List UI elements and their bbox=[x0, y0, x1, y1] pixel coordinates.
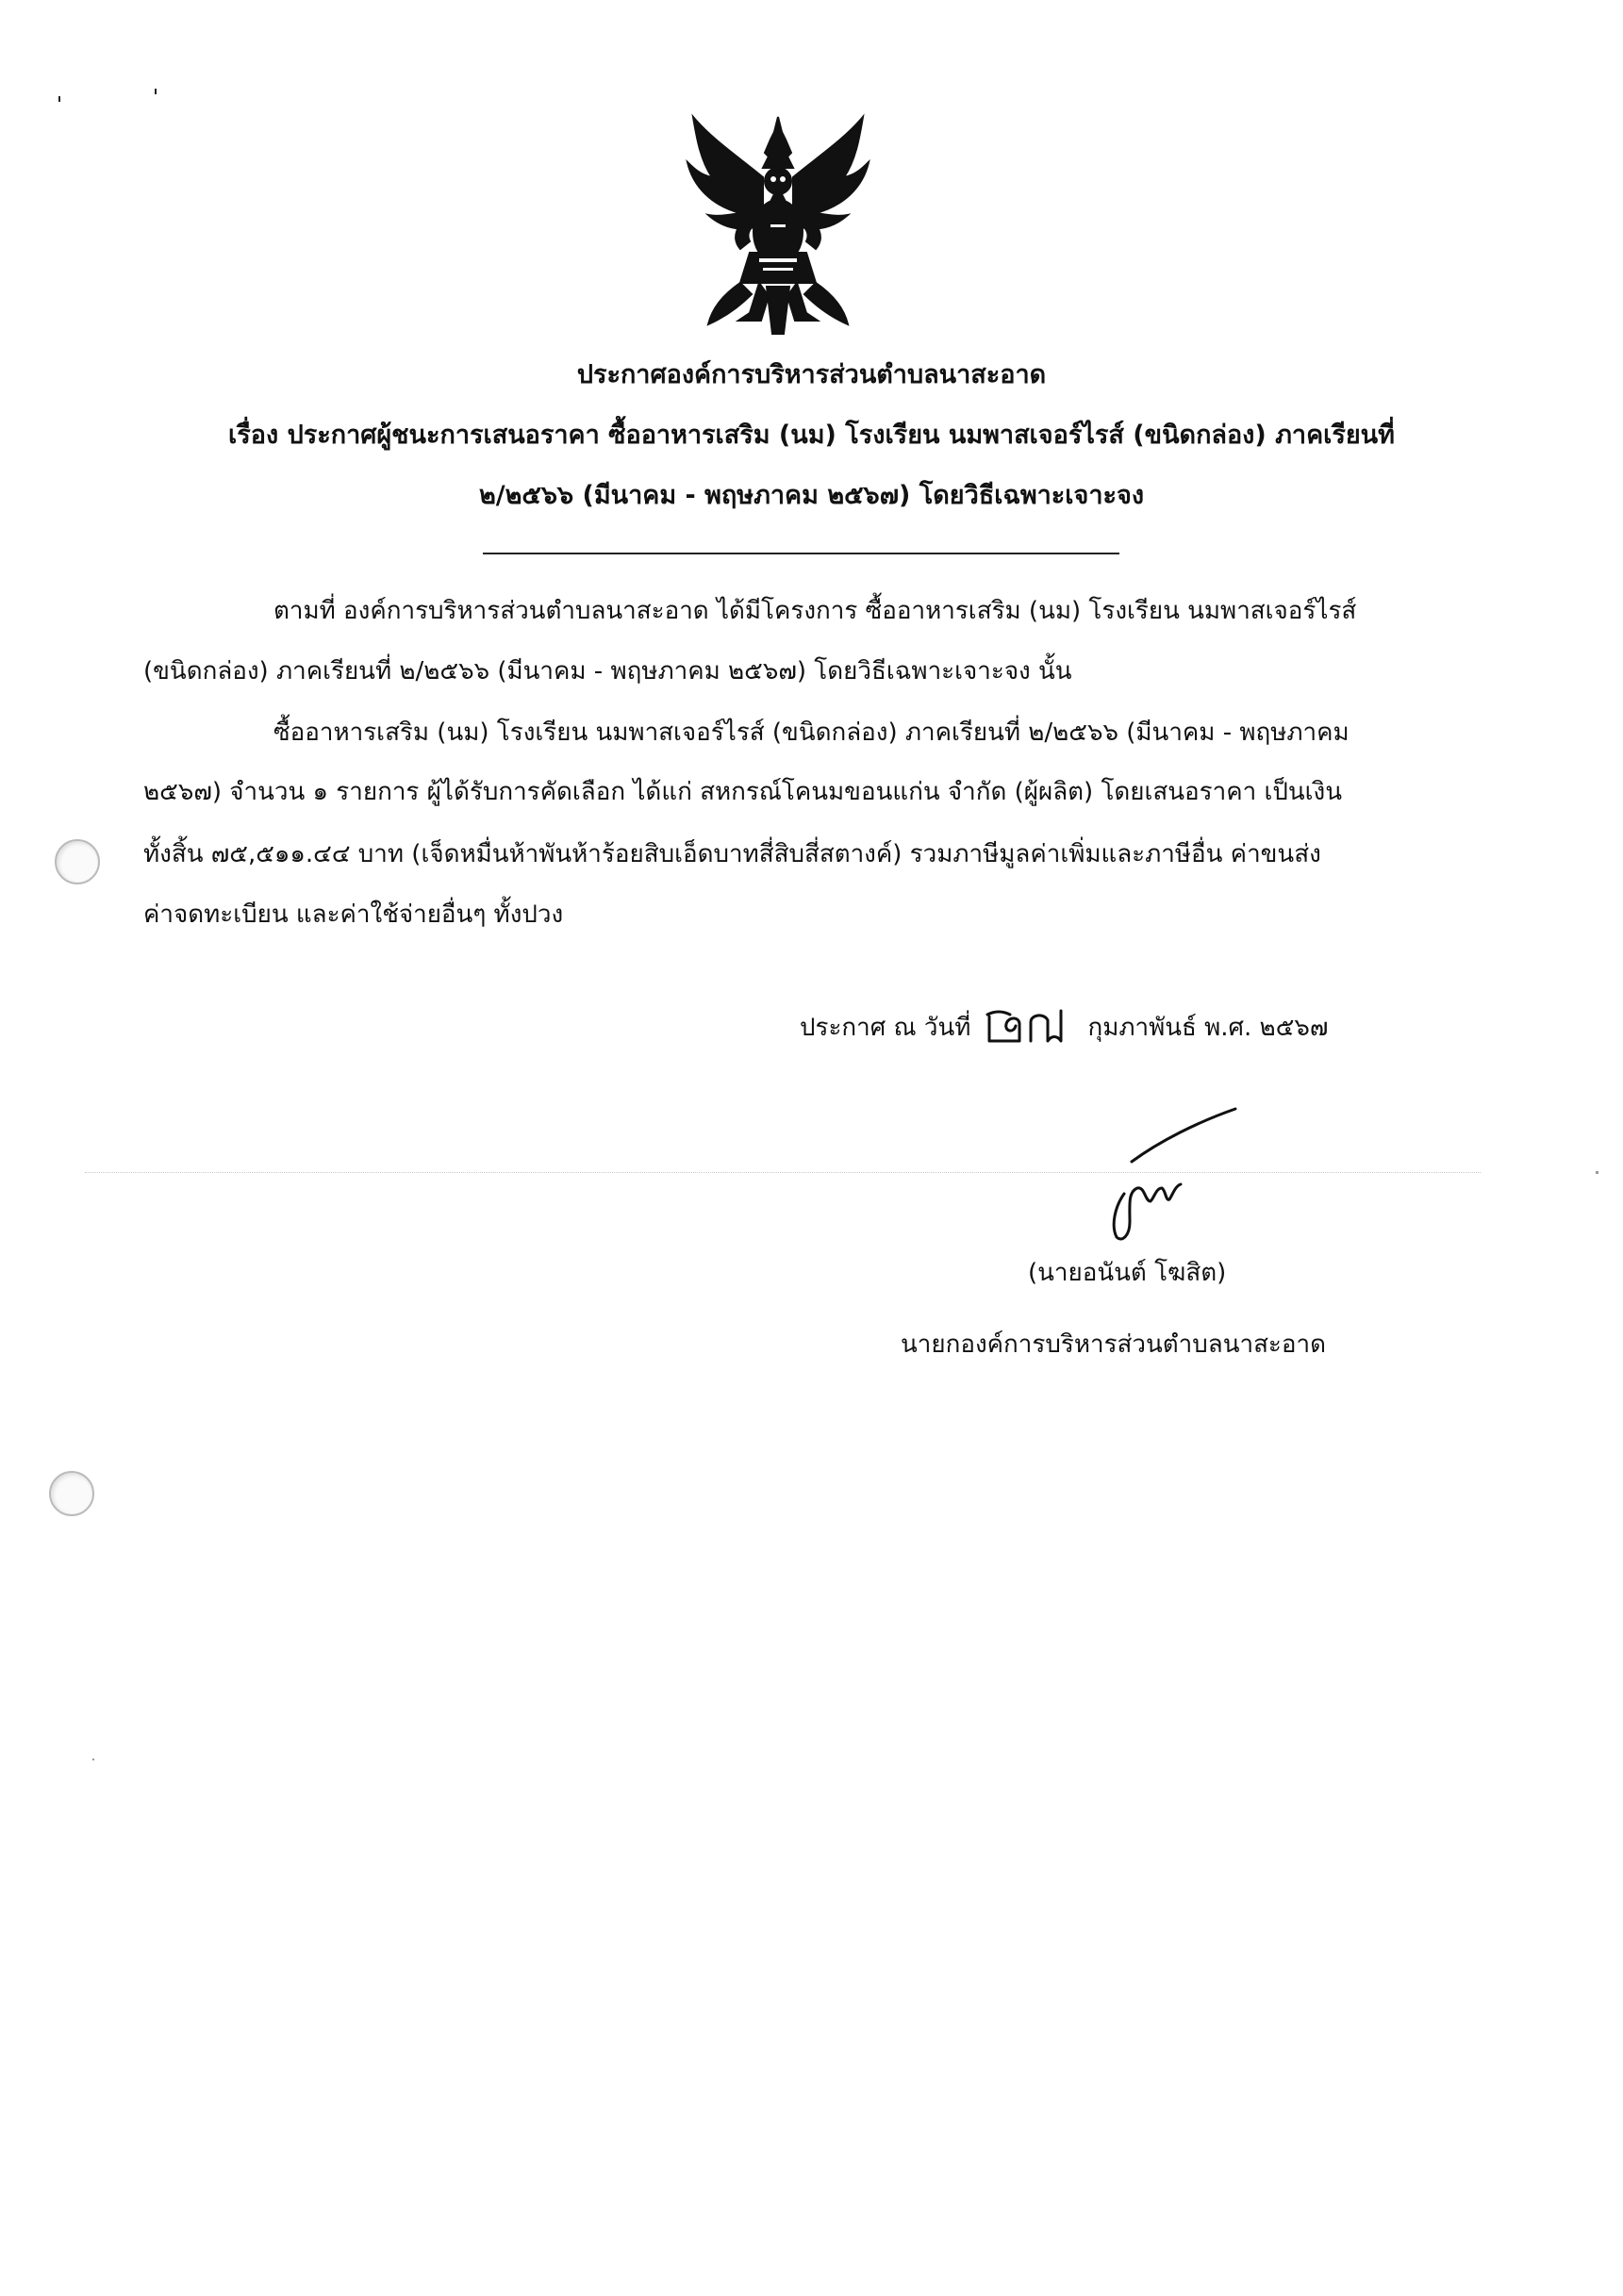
scan-mark bbox=[155, 89, 157, 94]
scan-mark bbox=[58, 96, 60, 102]
handwritten-day-icon bbox=[982, 1007, 1076, 1047]
garuda-emblem-icon bbox=[684, 111, 872, 338]
dateline-suffix: กุมภาพันธ์ พ.ศ. ๒๕๖๗ bbox=[1087, 1014, 1329, 1042]
body-paragraph-line: ๒๕๖๗) จำนวน ๑ รายการ ผู้ได้รับการคัดเลือก ได้แก่ สหกรณ์โคนมขอนแก่น จำกัด (ผู้ผลิต) โดยเสนอราคา เป็นเงิน bbox=[143, 778, 1343, 806]
body-paragraph-line: ตามที่ องค์การบริหารส่วนตำบลนาสะอาด ได้มีโครงการ ซื้ออาหารเสริม (นม) โรงเรียน นมพาสเจอร์ไรส์ bbox=[273, 597, 1357, 625]
body-paragraph-line: ค่าจดทะเบียน และค่าใช้จ่ายอื่นๆ ทั้งปวง bbox=[143, 900, 564, 929]
announcement-dateline bbox=[800, 1007, 1328, 1047]
body-paragraph-line: ทั้งสิ้น ๗๕,๕๑๑.๔๔ บาท (เจ็ดหมื่นห้าพันห้าร้อยสิบเอ็ดบาทสี่สิบสี่สตางค์) รวมภาษีมูลค่าเพิ่มและภาษีอื่น ค่าขนส่ง bbox=[143, 840, 1321, 868]
dateline-prefix: ประกาศ ณ วันที่ bbox=[800, 1014, 971, 1042]
body-paragraph-line: ซื้ออาหารเสริม (นม) โรงเรียน นมพาสเจอร์ไรส์ (ขนิดกล่อง) ภาคเรียนที่ ๒/๒๕๖๖ (มีนาคม - พฤษภาคม bbox=[273, 719, 1350, 747]
signatory-name: (นายอนันต์ โฆสิต) bbox=[1028, 1259, 1227, 1287]
scan-mark bbox=[1596, 1171, 1598, 1174]
announcement-title: ประกาศองค์การบริหารส่วนตำบลนาสะอาด bbox=[576, 360, 1047, 389]
punch-hole bbox=[55, 839, 100, 884]
handwritten-signature bbox=[1075, 1103, 1245, 1245]
signatory-position: นายกองค์การบริหารส่วนตำบลนาสะอาด bbox=[901, 1330, 1327, 1359]
scan-artifact-line bbox=[85, 1172, 1481, 1173]
heading-divider bbox=[483, 553, 1119, 554]
announcement-subject-line-2: ๒/๒๕๖๖ (มีนาคม - พฤษภาคม ๒๕๖๗) โดยวิธีเฉพาะเจาะจง bbox=[478, 481, 1145, 510]
punch-hole bbox=[49, 1471, 94, 1516]
scan-mark bbox=[92, 1759, 94, 1760]
announcement-subject-line-1: เรื่อง ประกาศผู้ชนะการเสนอราคา ซื้ออาหารเสริม (นม) โรงเรียน นมพาสเจอร์ไรส์ (ขนิดกล่อง) ภาคเรียนที่ bbox=[228, 421, 1395, 450]
body-paragraph-line: (ขนิดกล่อง) ภาคเรียนที่ ๒/๒๕๖๖ (มีนาคม - พฤษภาคม ๒๕๖๗) โดยวิธีเฉพาะเจาะจง นั้น bbox=[143, 657, 1072, 685]
